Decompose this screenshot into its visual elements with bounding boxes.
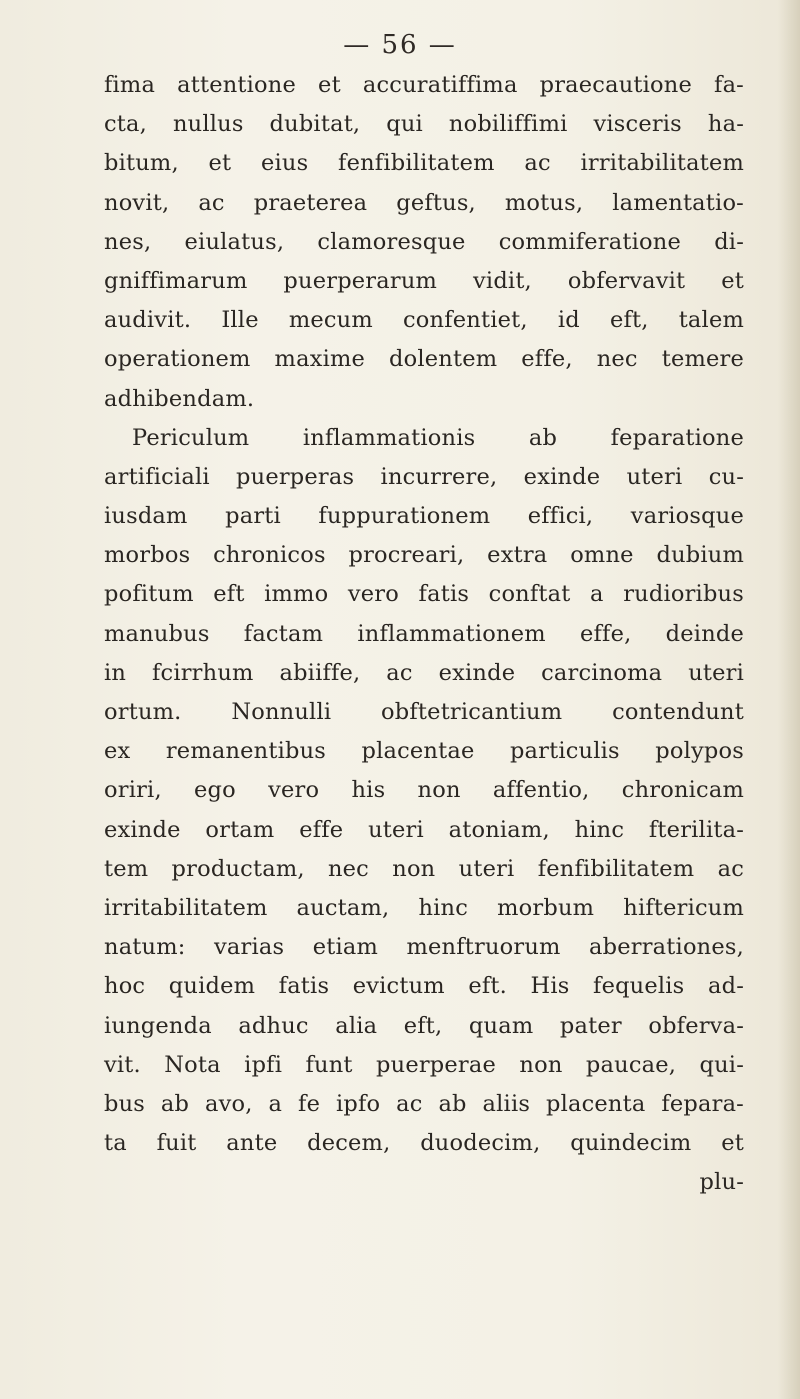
text-line: iusdam parti fuppurationem effici, variosque [104,503,744,530]
text-line: fima attentione et accuratiffima praecautione fa- [104,72,744,98]
text-line: audivit. Ille mecum confentiet, id eft, talem [104,307,744,334]
text-line: in fcirrhum abiiffe, ac exinde carcinoma uteri [104,659,744,686]
catchword: plu- [699,1169,744,1196]
text-line: operationem maxime dolentem effe, nec temere [104,346,744,373]
text-line: gniffimarum puerperarum vidit, obfervavit et [104,267,744,294]
paragraph-start-line: Periculum inflammationis ab feparatione [132,424,744,451]
text-line: hoc quidem fatis evictum eft. His fequelis ad- [104,973,744,1000]
text-line: novit, ac praeterea geftus, motus, lamentatio- [104,189,744,216]
text-line: iungenda adhuc alia eft, quam pater obferva- [104,1012,744,1039]
text-line: vit. Nota ipfi funt puerperae non paucae, qui- [104,1051,744,1078]
text-line: natum: varias etiam menftruorum aberrationes, [104,934,744,961]
body-text [104,66,744,1202]
text-line: manubus factam inflammationem effe, deinde [104,620,744,647]
text-line: tem productam, nec non uteri fenfibilitatem ac [104,855,744,882]
text-line: pofitum eft immo vero fatis conftat a rudioribus [104,581,744,608]
text-line: ortum. Nonnulli obftetricantium contendunt [104,699,744,725]
text-line: irritabilitatem auctam, hinc morbum hiftericum [104,894,744,921]
page-edge-shadow [778,0,800,1399]
text-line: artificiali puerperas incurrere, exinde uteri cu- [104,463,744,490]
text-line: oriri, ego vero his non affentio, chronicam [104,777,744,804]
text-line: ex remanentibus placentae particulis polypos [104,738,744,765]
page-number-header: — 56 — [343,30,457,60]
text-line: bitum, et eius fenfibilitatem ac irritabilitatem [104,150,744,177]
text-line: nes, eiulatus, clamoresque commiferatione di- [104,228,744,255]
text-line: cta, nullus dubitat, qui nobiliffimi visceris ha- [104,111,744,138]
text-line: bus ab avo, a fe ipfo ac ab aliis placenta fepara- [104,1090,744,1117]
text-line: exinde ortam effe uteri atoniam, hinc fterilita- [104,816,744,843]
text-line: adhibendam. [104,385,255,412]
text-line: morbos chronicos procreari, extra omne dubium [104,542,744,569]
text-line: ta fuit ante decem, duodecim, quindecim et [104,1130,744,1157]
